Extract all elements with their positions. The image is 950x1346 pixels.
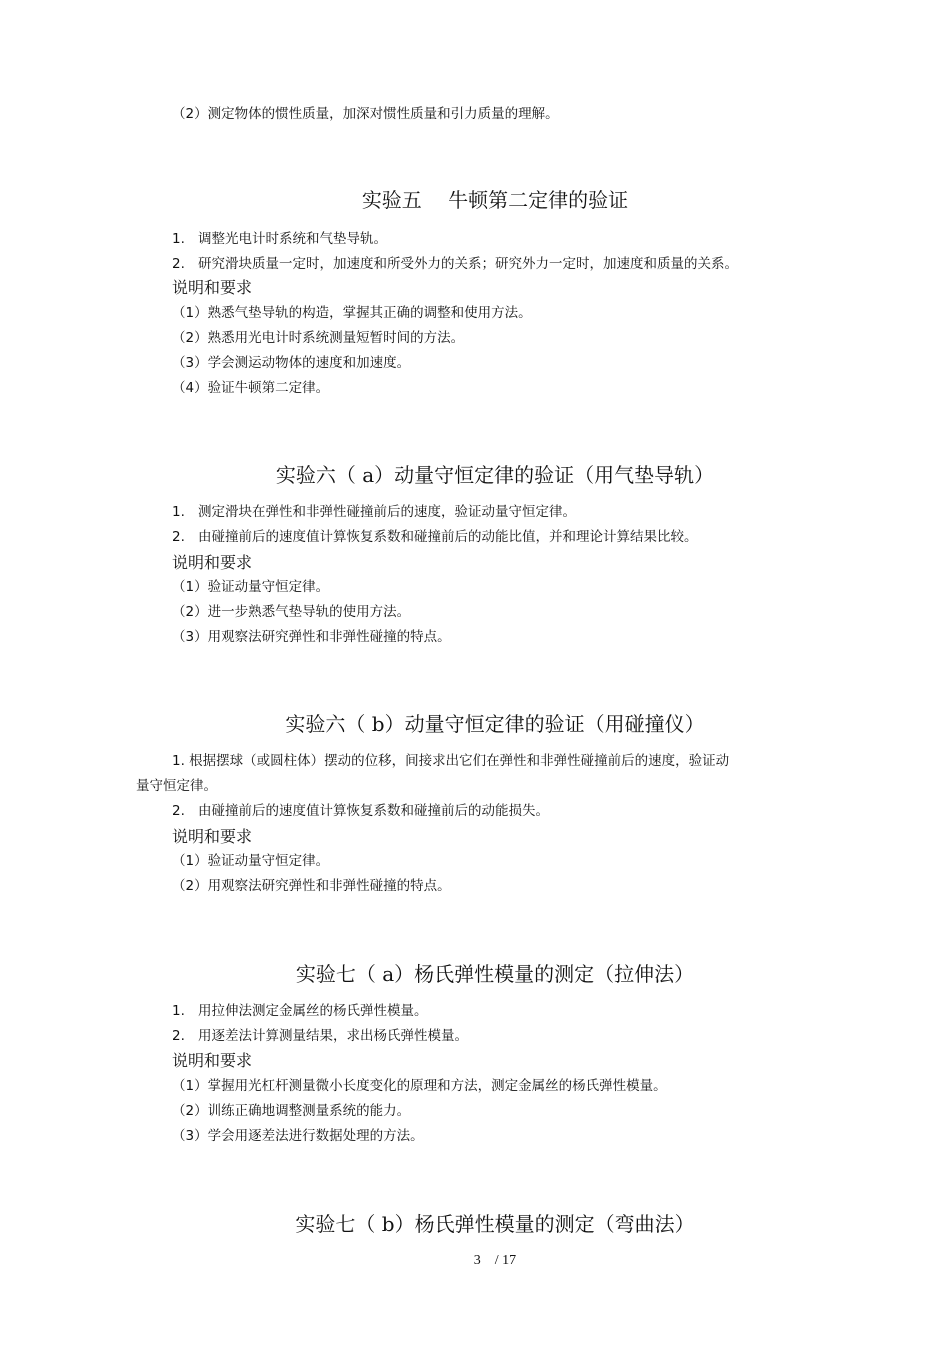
item-text: 用逐差法计算测量结果，求出杨氏弹性模量。 bbox=[198, 1028, 468, 1044]
section-title: 实验七（ a）杨氏弹性模量的测定（拉伸法） bbox=[295, 962, 695, 986]
requirement-item: （2）进一步熟悉气垫导轨的使用方法。 bbox=[172, 604, 411, 620]
requirement-item: （1）验证动量守恒定律。 bbox=[172, 579, 330, 595]
list-item bbox=[172, 230, 387, 248]
requirement-item: （3）学会测运动物体的速度和加速度。 bbox=[172, 355, 411, 371]
requirement-item: （2）用观察法研究弹性和非弹性碰撞的特点。 bbox=[172, 878, 451, 894]
item-number: 1. bbox=[172, 1003, 185, 1019]
item-text: 调整光电计时系统和气垫导轨。 bbox=[198, 231, 387, 247]
intro-item: （2）测定物体的惯性质量，加深对惯性质量和引力质量的理解。 bbox=[172, 106, 559, 122]
requirement-item: （1）掌握用光杠杆测量微小长度变化的原理和方法，测定金属丝的杨氏弹性模量。 bbox=[172, 1078, 667, 1094]
requirement-item: （1）验证动量守恒定律。 bbox=[172, 853, 330, 869]
item-text: 测定滑块在弹性和非弹性碰撞前后的速度，验证动量守恒定律。 bbox=[198, 504, 576, 520]
item-text: 用拉伸法测定金属丝的杨氏弹性模量。 bbox=[198, 1003, 428, 1019]
requirements-heading: 说明和要求 bbox=[172, 1051, 253, 1070]
list-item bbox=[172, 528, 698, 546]
section-title: 实验六（ b）动量守恒定律的验证（用碰撞仪） bbox=[285, 712, 705, 736]
item-number: 2. bbox=[172, 803, 185, 819]
item-number: 2. bbox=[172, 256, 185, 272]
requirement-item: （4）验证牛顿第二定律。 bbox=[172, 380, 330, 396]
section-title: 实验五 牛顿第二定律的验证 bbox=[361, 188, 629, 212]
requirements-heading: 说明和要求 bbox=[172, 553, 253, 572]
list-item bbox=[172, 255, 738, 273]
item-text: 由碰撞前后的速度值计算恢复系数和碰撞前后的动能损失。 bbox=[198, 803, 549, 819]
requirements-heading: 说明和要求 bbox=[172, 278, 253, 297]
list-item bbox=[172, 503, 576, 521]
requirement-item: （2）训练正确地调整测量系统的能力。 bbox=[172, 1103, 411, 1119]
item-text: 研究滑块质量一定时，加速度和所受外力的关系；研究外力一定时，加速度和质量的关系。 bbox=[198, 256, 738, 272]
requirement-item: （1）熟悉气垫导轨的构造，掌握其正确的调整和使用方法。 bbox=[172, 305, 532, 321]
section-title: 实验六（ a）动量守恒定律的验证（用气垫导轨） bbox=[275, 463, 715, 487]
item-number: 1. bbox=[172, 504, 185, 520]
list-item bbox=[172, 802, 549, 820]
list-item bbox=[172, 1027, 468, 1045]
requirements-heading: 说明和要求 bbox=[172, 827, 253, 846]
list-item-line-2: 量守恒定律。 bbox=[136, 778, 217, 794]
list-item bbox=[172, 1002, 428, 1020]
item-text: 由碰撞前后的速度值计算恢复系数和碰撞前后的动能比值，并和理论计算结果比较。 bbox=[198, 529, 698, 545]
section-title: 实验七（ b）杨氏弹性模量的测定（弯曲法） bbox=[295, 1212, 695, 1236]
list-item-line-1: 1. 根据摆球（或圆柱体）摆动的位移，间接求出它们在弹性和非弹性碰撞前后的速度，验证动 bbox=[172, 753, 730, 769]
requirement-item: （3）学会用逐差法进行数据处理的方法。 bbox=[172, 1128, 424, 1144]
requirement-item: （3）用观察法研究弹性和非弹性碰撞的特点。 bbox=[172, 629, 451, 645]
item-number: 2. bbox=[172, 529, 185, 545]
page-number: 3 / 17 bbox=[473, 1253, 517, 1268]
item-number: 2. bbox=[172, 1028, 185, 1044]
requirement-item: （2）熟悉用光电计时系统测量短暂时间的方法。 bbox=[172, 330, 465, 346]
item-number: 1. bbox=[172, 231, 185, 247]
